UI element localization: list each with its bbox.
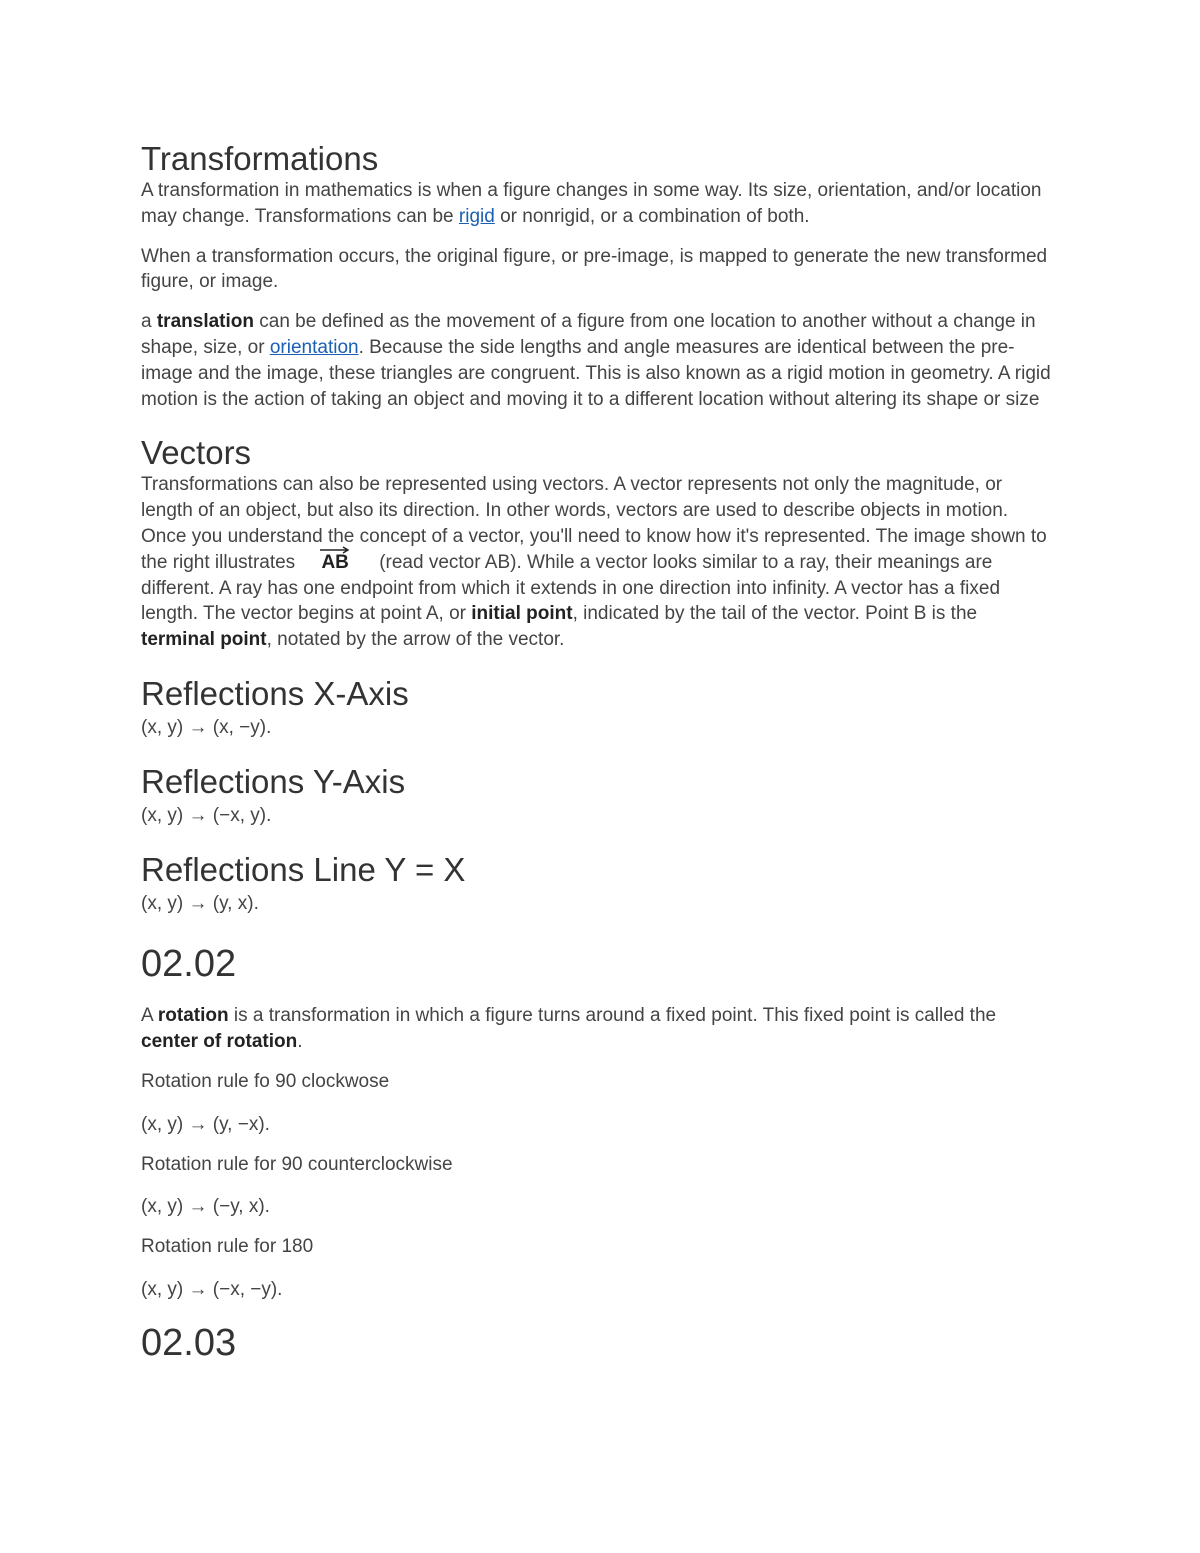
term-terminal-point: terminal point <box>141 629 267 651</box>
heading-reflections-y-axis: Reflections Y-Axis <box>141 762 406 800</box>
link-rigid[interactable]: rigid <box>458 205 495 227</box>
text-segment: Transformations can also be represented using vectors. A vector represents not only the magnitude, or length of an object, but also its direction. In other words, vectors are used to describe objects in motion. Once you understand the concept of a vector, you'll need to know how it's represented. The image shown to the right illustrates <box>141 474 1047 573</box>
heading-section-0202: 02.02 <box>141 943 237 986</box>
text-segment: A <box>141 1005 158 1027</box>
rotation-label-90-counterclockwise: Rotation rule for 90 counterclockwise <box>141 1153 453 1175</box>
rotation-rule-180: (x, y) → (−x, −y). <box>141 1278 283 1300</box>
text-segment: a <box>141 311 157 333</box>
rule-reflection-line-y-x: (x, y) → (y, x). <box>141 892 259 914</box>
rule-reflection-x-axis: (x, y) → (x, −y). <box>141 716 272 738</box>
rotation-label-180: Rotation rule for 180 <box>141 1236 314 1258</box>
paragraph-pre-image: When a transformation occurs, the original figure, or pre-image, is mapped to generate the new transformed figure, or image. <box>141 245 1048 293</box>
term-initial-point: initial point <box>471 603 573 625</box>
heading-section-0203: 02.03 <box>141 1321 237 1364</box>
rotation-label-90-clockwise: Rotation rule fo 90 clockwose <box>141 1070 390 1092</box>
text-segment: can be defined as the movement of a figure from one location to another without a change in shape, size, or <box>141 311 1036 358</box>
vector-label: AB <box>321 551 349 573</box>
rule-reflection-y-axis: (x, y) → (−x, y). <box>141 804 272 826</box>
rotation-rule-90-clockwise: (x, y) → (y, −x). <box>141 1113 270 1135</box>
term-translation: translation <box>156 311 254 333</box>
heading-vectors: Vectors <box>141 434 252 472</box>
text-segment: , notated by the arrow of the vector. <box>266 629 565 651</box>
document-page <box>141 140 1056 1365</box>
text-segment: (read vector AB). While a vector looks similar to a ray, their meanings are different. A ray has one endpoint from which it extends in one direction into infinity. A vector has a fixed length. The vector begins at point A, or <box>141 551 1001 625</box>
vector-arrow-icon <box>320 546 350 554</box>
text-segment: . <box>297 1031 303 1053</box>
text-segment: A transformation in mathematics is when a figure changes in some way. Its size, orientation, and/or location may change. Transformations can be <box>141 180 1042 227</box>
heading-transformations: Transformations <box>141 140 379 177</box>
term-rotation: rotation <box>157 1005 229 1027</box>
heading-reflections-x-axis: Reflections X-Axis <box>141 674 409 712</box>
heading-reflections-line-y-x: Reflections Line Y = X <box>141 850 466 888</box>
text-segment: or nonrigid, or a combination of both. <box>494 205 810 227</box>
text-segment: is a transformation in which a figure turns around a fixed point. This fixed point is called the <box>228 1005 997 1027</box>
paragraph-vectors <box>141 472 1056 653</box>
paragraph-rotation <box>141 1003 1056 1055</box>
term-center-of-rotation: center of rotation <box>141 1031 298 1053</box>
paragraph-translation <box>141 309 1056 412</box>
vector-ab-notation <box>305 550 365 576</box>
text-segment: . Because the side lengths and angle measures are identical between the pre-image and the image, these triangles are congruent. This is also known as a rigid motion in geometry. A rigid motion is the action of taking an object and moving it to a different location without altering its shape or size <box>141 336 1051 410</box>
paragraph-transformation-definition <box>141 178 1056 230</box>
rotation-rule-90-counterclockwise: (x, y) → (−y, x). <box>141 1196 270 1218</box>
text-segment: , indicated by the tail of the vector. Point B is the <box>572 603 978 625</box>
link-orientation[interactable]: orientation <box>269 336 359 358</box>
